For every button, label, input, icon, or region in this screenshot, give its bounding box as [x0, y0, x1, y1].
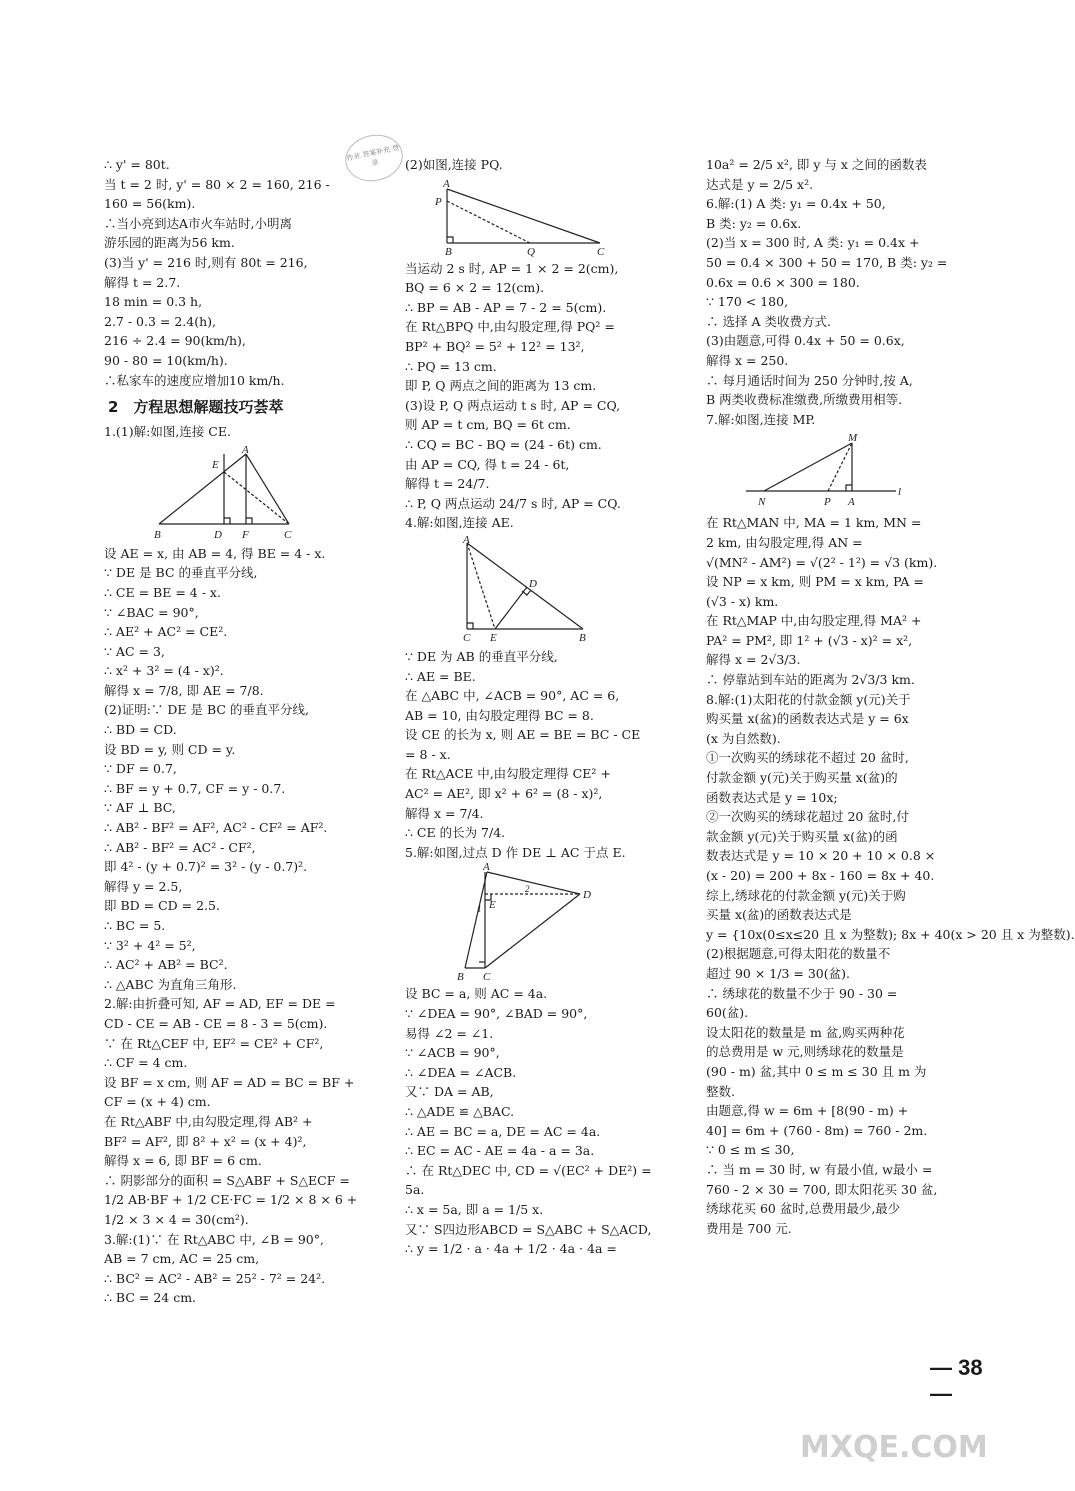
text-line: 达式是 y = 2/5 x².: [706, 176, 814, 192]
text-line: 当 t = 2 时, y' = 80 × 2 = 160, 216 -: [104, 176, 330, 192]
column-2: [405, 155, 652, 1259]
text-line: BF² = AF², 即 8² + x² = (x + 4)²,: [104, 1133, 307, 1149]
text-line: 费用是 700 元.: [706, 1220, 792, 1236]
text-line: 设 BC = a, 则 AC = 4a.: [405, 986, 548, 1002]
svg-text:A: A: [483, 861, 490, 874]
text-line: 6.解:(1) A 类: y₁ = 0.4x + 50,: [706, 196, 886, 212]
text-line: ∴ AE = BE.: [405, 668, 476, 684]
svg-text:B: B: [457, 971, 464, 984]
text-line: 设 BF = x cm, 则 AF = AD = BC = BF +: [104, 1074, 355, 1090]
text-line: 8.解:(1)太阳花的付款金额 y(元)关于: [706, 691, 911, 707]
text-line: ∴ x² + 3² = (4 - x)².: [104, 663, 224, 679]
text-line: 游乐园的距离为56 km.: [104, 235, 235, 251]
text-line: 60(盆).: [706, 1005, 749, 1021]
text-line: 40] = 6m + (760 - 8m) = 760 - 2m.: [706, 1122, 928, 1138]
page-number: — 38 —: [930, 1355, 983, 1406]
text-line: ∴ CF = 4 cm.: [104, 1055, 188, 1071]
figure-station-map: [706, 431, 936, 511]
text-line: (90 - m) 盆,其中 0 ≤ m ≤ 30 且 m 为: [706, 1063, 927, 1079]
text-line: ∴ 停靠站到车站的距离为 2√3/3 km.: [706, 672, 915, 688]
text-line: ∴ BP = AB - AP = 7 - 2 = 5(cm).: [405, 299, 607, 315]
text-line: 函数表达式是 y = 10x;: [706, 789, 838, 805]
text-line: ∴ 绣球花的数量不少于 90 - 30 =: [706, 985, 898, 1001]
text-line: ∴ ∠DEA = ∠ACB.: [405, 1064, 517, 1080]
figure-triangle-ace: [405, 535, 625, 645]
col3-p1: [706, 155, 948, 429]
text-line: 90 - 80 = 10(km/h).: [104, 352, 228, 368]
text-line: 160 = 56(km).: [104, 196, 196, 212]
text-line: = 8 - x.: [405, 746, 451, 762]
col1-p2: [104, 544, 358, 1308]
text-line: ∵ 170 < 180,: [706, 294, 789, 310]
stamp-text: 作业 答案补充 登录: [345, 143, 400, 168]
text-line: 解得 t = 24/7.: [405, 476, 490, 492]
text-line: 10a² = 2/5 x², 即 y 与 x 之间的函数表: [706, 157, 927, 172]
text-line: 款金额 y(元)关于购买量 x(盆)的函: [706, 828, 898, 844]
text-line: 当运动 2 s 时, AP = 1 × 2 = 2(cm),: [405, 260, 619, 276]
svg-text:D: D: [583, 889, 591, 902]
text-line: ∵ ∠BAC = 90°,: [104, 604, 199, 620]
text-line: 216 ÷ 2.4 = 90(km/h),: [104, 333, 246, 349]
text-line: ∴ CE 的长为 7/4.: [405, 825, 506, 841]
text-line: 又∵ S四边形ABCD = S△ABC + S△ACD,: [405, 1221, 652, 1237]
text-line: PA² = PM², 即 1² + (√3 - x)² = x²,: [706, 632, 913, 648]
text-line: 7.解:如图,连接 MP.: [706, 411, 816, 427]
text-line: ∴ 每月通话时间为 250 分钟时,按 A,: [706, 372, 913, 388]
text-line: 在 Rt△ACE 中,由勾股定理得 CE² +: [405, 766, 611, 782]
text-line: 在 △ABC 中, ∠ACB = 90°, AC = 6,: [405, 688, 620, 704]
text-line: 易得 ∠2 = ∠1.: [405, 1025, 494, 1041]
svg-text:2: 2: [525, 884, 530, 895]
text-line: ∵ ∠ACB = 90°,: [405, 1045, 500, 1061]
text-line: (x - 20) = 200 + 8x - 160 = 8x + 40.: [706, 868, 935, 883]
text-line: 即 BD = CD = 2.5.: [104, 898, 220, 914]
stamp-logo: [341, 129, 407, 186]
text-line: √(MN² - AM²) = √(2² - 1²) = √3 (km).: [706, 554, 938, 570]
text-line: ∴ BC² = AC² - AB² = 25² - 7² = 24².: [104, 1270, 326, 1286]
text-line: ∴ △ABC 为直角三角形.: [104, 976, 237, 992]
text-line: 整数.: [706, 1083, 735, 1099]
text-line: 解得 x = 7/4.: [405, 805, 484, 821]
text-line: ∴ BF = y + 0.7, CF = y - 0.7.: [104, 780, 286, 796]
svg-text:F: F: [242, 528, 249, 541]
text-line: (2)如图,连接 PQ.: [405, 157, 503, 172]
text-line: ∴ BC = 5.: [104, 918, 166, 933]
text-line: (2)根据题意,可得太阳花的数量不: [706, 946, 891, 962]
text-line: ∴ CQ = BC - BQ = (24 - 6t) cm.: [405, 436, 602, 452]
text-line: 设 CE 的长为 x, 则 AE = BE = BC - CE: [405, 727, 641, 743]
svg-text:Q: Q: [527, 245, 535, 258]
text-line: 综上,绣球花的付款金额 y(元)关于购: [706, 887, 906, 903]
text-line: 设 BD = y, 则 CD = y.: [104, 741, 236, 757]
text-line: ∵ 3² + 4² = 5²,: [104, 937, 196, 953]
text-line: ∴ PQ = 13 cm.: [405, 358, 497, 374]
text-line: ∴ 当 m = 30 时, w 有最小值, w最小 =: [706, 1161, 933, 1177]
text-line: (3)由题意,可得 0.4x + 50 = 0.6x,: [706, 333, 905, 349]
text-line: ∴ △ADE ≌ △BAC.: [405, 1104, 515, 1119]
col1-top: [104, 155, 339, 390]
text-line: 在 Rt△MAN 中, MA = 1 km, MN =: [706, 515, 922, 531]
text-line: ②一次购买的绣球花超过 20 盆时,付: [706, 809, 909, 825]
text-line: ∴ EC = AC - AE = 4a - a = 3a.: [405, 1143, 595, 1159]
svg-text:C: C: [483, 971, 491, 984]
text-line: 则 AP = t cm, BQ = 6t cm.: [405, 417, 571, 433]
col3-p2: [706, 513, 1075, 1238]
text-line: ∴ AE = BC = a, DE = AC = 4a.: [405, 1123, 601, 1139]
text-line: B 两类收费标准缴费,所缴费用相等.: [706, 392, 903, 408]
text-line: 数表达式是 y = 10 × 20 + 10 × 0.8 ×: [706, 848, 936, 864]
text-line: (3)当 y' = 216 时,则有 80t = 216,: [104, 254, 308, 270]
text-line: 设 NP = x km, 则 PM = x km, PA =: [706, 574, 924, 590]
text-line: 在 Rt△ABF 中,由勾股定理,得 AB² +: [104, 1113, 313, 1129]
text-line: ∴私家车的速度应增加10 km/h.: [104, 372, 285, 388]
text-line: 又∵ DA = AB,: [405, 1084, 494, 1100]
text-line: 4.解:如图,连接 AE.: [405, 515, 514, 531]
text-line: ∴ P, Q 两点运动 24/7 s 时, AP = CQ.: [405, 495, 621, 511]
text-line: ∴ y' = 80t.: [104, 157, 170, 172]
text-line: 解得 x = 6, 即 BF = 6 cm.: [104, 1153, 262, 1169]
col2-p2: [405, 259, 643, 533]
column-1: [104, 155, 358, 1308]
text-line: ∵ DE 是 BC 的垂直平分线,: [104, 565, 258, 581]
text-line: 超过 90 × 1/3 = 30(盆).: [706, 965, 850, 981]
text-line: 解得 x = 250.: [706, 352, 789, 368]
svg-text:B: B: [579, 631, 586, 644]
text-line: 在 Rt△BPQ 中,由勾股定理,得 PQ² =: [405, 319, 615, 335]
text-line: ∵ 0 ≤ m ≤ 30,: [706, 1142, 795, 1158]
svg-text:P: P: [435, 195, 442, 208]
svg-text:l: l: [898, 486, 902, 499]
col2-p4: [405, 984, 652, 1258]
text-line: ∴ BC = 24 cm.: [104, 1290, 197, 1306]
svg-text:A: A: [443, 177, 450, 190]
text-line: ∵ ∠DEA = 90°, ∠BAD = 90°,: [405, 1006, 588, 1022]
text-line: ∴ AE² + AC² = CE².: [104, 624, 228, 640]
text-line: 2.7 - 0.3 = 2.4(h),: [104, 313, 217, 329]
text-line: 付款金额 y(元)关于购买量 x(盆)的: [706, 770, 898, 786]
svg-text:A: A: [463, 533, 470, 546]
text-line: ∵ AF ⊥ BC,: [104, 800, 176, 816]
text-line: ∴ 选择 A 类收费方式.: [706, 313, 831, 329]
text-line: 5.解:如图,过点 D 作 DE ⊥ AC 于点 E.: [405, 844, 626, 860]
text-line: 2 km, 由勾股定理,得 AN =: [706, 534, 863, 550]
text-line: AB = 10, 由勾股定理得 BC = 8.: [405, 707, 594, 723]
text-line: CF = (x + 4) cm.: [104, 1094, 211, 1110]
text-line: ∴ 阴影部分的面积 = S△ABF + S△ECF =: [104, 1172, 350, 1188]
text-line: 3.解:(1)∵ 在 Rt△ABC 中, ∠B = 90°,: [104, 1231, 324, 1247]
text-line: ①一次购买的绣球花不超过 20 盆时,: [706, 750, 909, 766]
text-line: ∴ x = 5a, 即 a = 1/5 x.: [405, 1201, 544, 1217]
section-title: 2 方程思想解题技巧荟萃: [108, 398, 284, 417]
text-line: 50 = 0.4 × 300 + 50 = 170, B 类: y₂ =: [706, 254, 948, 270]
figure-triangle-abc-1: [104, 444, 304, 542]
text-line: BQ = 6 × 2 = 12(cm).: [405, 280, 545, 296]
text-line: B 类: y₂ = 0.6x.: [706, 215, 802, 231]
text-line: (3)设 P, Q 两点运动 t s 时, AP = CQ,: [405, 397, 621, 413]
text-line: 0.6x = 0.6 × 300 = 180.: [706, 274, 860, 290]
text-line: 解得 y = 2.5,: [104, 878, 183, 894]
svg-text:E: E: [212, 458, 219, 471]
text-line: ∵ DE 为 AB 的垂直平分线,: [405, 648, 558, 664]
col2-p3: [405, 647, 643, 863]
text-line: 解得 t = 2.7.: [104, 274, 181, 290]
text-line: 即 4² - (y + 0.7)² = 3² - (y - 0.7)².: [104, 859, 308, 875]
watermark-footer: MXQE.COM: [800, 1430, 988, 1465]
svg-text:B: B: [154, 528, 161, 541]
text-line: 设 AE = x, 由 AB = 4, 得 BE = 4 - x.: [104, 545, 326, 561]
text-line: (√3 - x) km.: [706, 593, 779, 609]
text-line: 1/2 × 3 × 4 = 30(cm²).: [104, 1211, 249, 1227]
text-line: 由题意,得 w = 6m + [8(90 - m) +: [706, 1103, 909, 1119]
text-line: 绣球花买 60 盆时,总费用最少,最少: [706, 1201, 901, 1217]
text-line: AC² = AE², 即 x² + 6² = (8 - x)²,: [405, 786, 603, 802]
text-line: CD - CE = AB - CE = 8 - 3 = 5(cm).: [104, 1015, 328, 1031]
svg-text:A: A: [242, 443, 249, 456]
text-line: BP² + BQ² = 5² + 12² = 13²,: [405, 338, 585, 354]
text-line: 在 Rt△MAP 中,由勾股定理,得 MA² +: [706, 613, 922, 629]
text-line: ∵ AC = 3,: [104, 643, 165, 659]
text-line: 由 AP = CQ, 得 t = 24 - 6t,: [405, 456, 570, 472]
text-line: ∴ AB² - BF² = AC² - CF²,: [104, 839, 256, 855]
svg-text:C: C: [463, 631, 471, 644]
svg-text:M: M: [848, 432, 858, 445]
text-line: ∴当小亮到达A市火车站时,小明离: [104, 215, 293, 231]
text-line: ∴ CE = BE = 4 - x.: [104, 584, 221, 600]
svg-text:A: A: [848, 496, 855, 509]
text-line: 的总费用是 w 元,则绣球花的数量是: [706, 1044, 904, 1060]
svg-text:B: B: [445, 245, 452, 258]
figure-pq: [405, 177, 625, 257]
svg-text:E: E: [490, 631, 497, 644]
text-line: AB = 7 cm, AC = 25 cm,: [104, 1251, 260, 1267]
text-line: 解得 x = 2√3/3.: [706, 652, 801, 668]
text-line: (2)证明:∵ DE 是 BC 的垂直平分线,: [104, 702, 309, 718]
text-line: ∴ AB² - BF² = AF², AC² - CF² = AF².: [104, 820, 328, 836]
svg-text:C: C: [597, 245, 605, 258]
text-line: 1.(1)解:如图,连接 CE.: [104, 424, 231, 440]
svg-text:C: C: [284, 528, 292, 541]
text-line: ∴ BD = CD.: [104, 722, 177, 738]
svg-text:1: 1: [477, 904, 482, 915]
text-line: ∴ y = 1/2 · a · 4a + 1/2 · 4a · 4a =: [405, 1241, 617, 1257]
text-line: 760 - 2 × 30 = 700, 即太阳花买 30 盆,: [706, 1181, 938, 1197]
text-line: 设太阳花的数量是 m 盆,购买两种花: [706, 1024, 905, 1040]
text-line: 2.解:由折叠可知, AF = AD, EF = DE =: [104, 996, 336, 1012]
text-line: 18 min = 0.3 h,: [104, 294, 203, 310]
text-line: 即 P, Q 两点之间的距离为 13 cm.: [405, 378, 597, 394]
svg-text:E: E: [489, 899, 496, 912]
text-line: ∴ 在 Rt△DEC 中, CD = √(EC² + DE²) =: [405, 1162, 652, 1178]
text-line: 5a.: [405, 1182, 425, 1198]
text-line: y = {10x(0≤x≤20 且 x 为整数); 8x + 40(x > 20 且 x 为整数).: [706, 926, 1075, 942]
column-3: [706, 155, 1075, 1238]
text-line: 购买量 x(盆)的函数表达式是 y = 6x: [706, 711, 909, 727]
text-line: ∵ 在 Rt△CEF 中, EF² = CE² + CF²,: [104, 1035, 324, 1051]
col2-p1: [405, 155, 643, 175]
svg-text:D: D: [214, 528, 222, 541]
svg-text:N: N: [758, 496, 766, 509]
text-line: (x 为自然数).: [706, 730, 781, 746]
svg-text:P: P: [824, 496, 831, 509]
text-line: (2)当 x = 300 时, A 类: y₁ = 0.4x +: [706, 235, 920, 251]
text-line: 解得 x = 7/8, 即 AE = 7/8.: [104, 682, 264, 698]
text-line: ∴ AC² + AB² = BC².: [104, 957, 228, 973]
figure-quadrilateral-abcd: [405, 861, 625, 984]
text-line: 买量 x(盆)的函数表达式是: [706, 907, 852, 923]
page-number-value: 38: [958, 1355, 983, 1380]
svg-text:D: D: [529, 577, 537, 590]
col1-p1: [104, 422, 339, 442]
text-line: ∵ DF = 0.7,: [104, 761, 177, 777]
text-line: 1/2 AB·BF + 1/2 CE·FC = 1/2 × 8 × 6 +: [104, 1192, 358, 1208]
